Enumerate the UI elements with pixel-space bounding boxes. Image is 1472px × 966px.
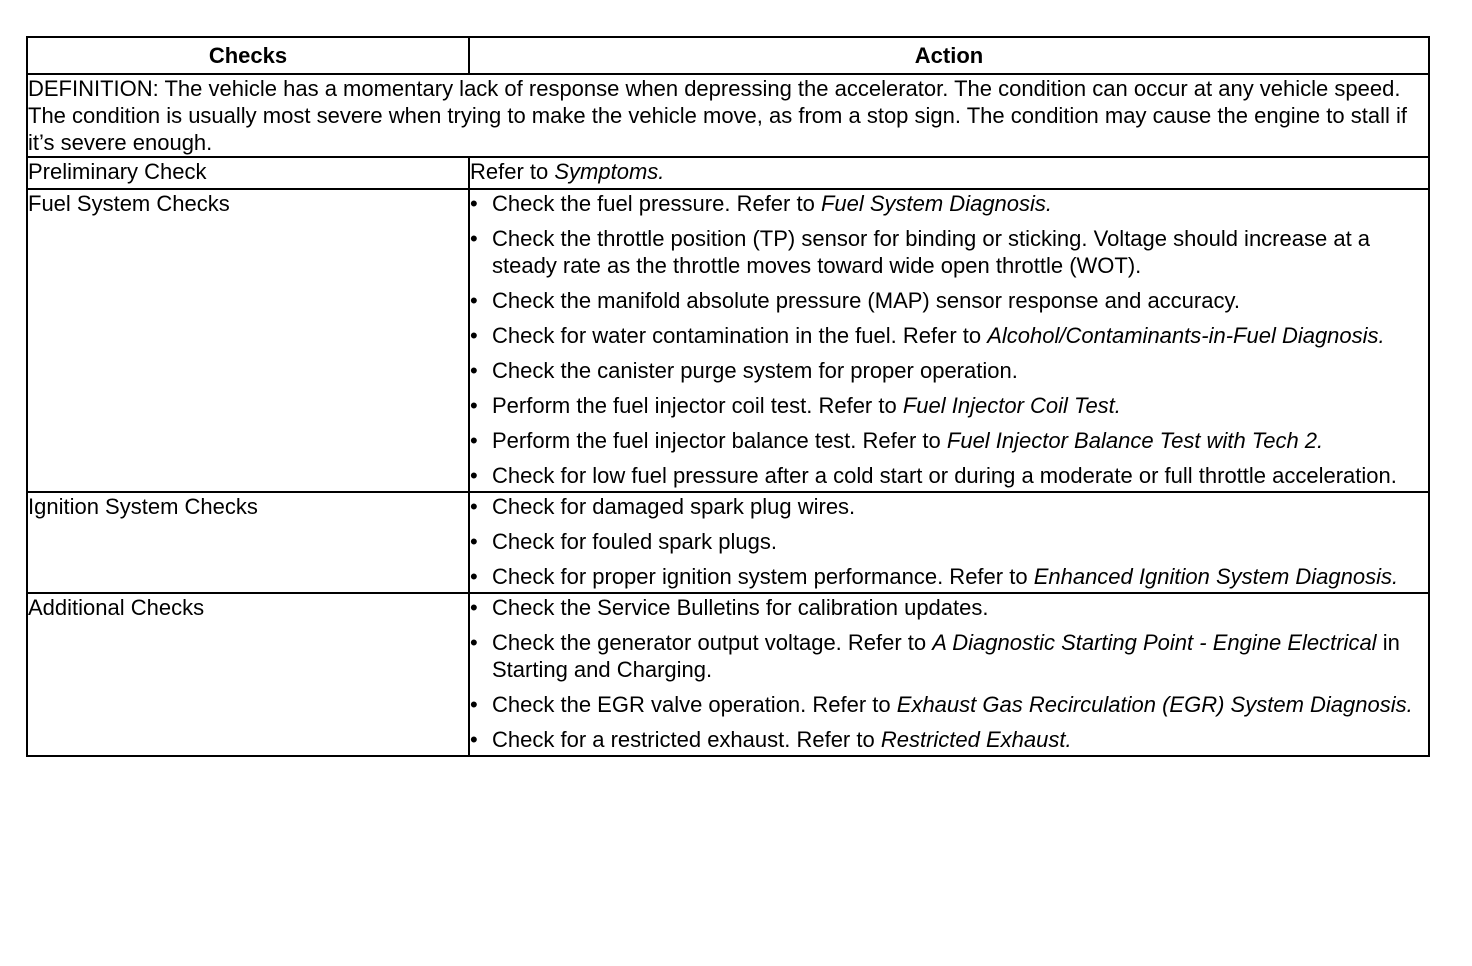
bullet-icon: • — [470, 288, 478, 313]
list-item — [470, 357, 1428, 384]
preliminary-check-label: Preliminary Check — [27, 157, 469, 189]
fuel-actions — [469, 189, 1429, 492]
item-text: Check the canister purge system for proper operation. — [492, 358, 1018, 383]
fuel-action-list — [470, 190, 1428, 489]
fuel-row — [27, 189, 1429, 492]
item-ref: Fuel System Diagnosis. — [820, 191, 1053, 216]
bullet-icon: • — [470, 191, 478, 216]
ignition-actions — [469, 492, 1429, 593]
list-item — [470, 392, 1428, 419]
preliminary-action-ref: Symptoms. — [554, 159, 665, 184]
bullet-icon: • — [470, 428, 478, 453]
header-row — [27, 37, 1429, 74]
item-text: Check the manifold absolute pressure (MAP) sensor response and accuracy. — [492, 288, 1240, 313]
item-text: Check for water contamination in the fuel. Refer to — [492, 323, 988, 348]
additional-action-list — [470, 594, 1428, 753]
header-checks: Checks — [27, 37, 469, 74]
list-item — [470, 691, 1428, 718]
list-item — [470, 322, 1428, 349]
ignition-check-label: Ignition System Checks — [27, 492, 469, 593]
item-text: Perform the fuel injector balance test. Refer to — [492, 428, 947, 453]
bullet-icon: • — [470, 463, 478, 488]
bullet-icon: • — [470, 529, 478, 554]
item-text: Check the EGR valve operation. Refer to — [492, 692, 897, 717]
list-item — [470, 427, 1428, 454]
item-text: Check for fouled spark plugs. — [492, 529, 777, 554]
bullet-icon: • — [470, 323, 478, 348]
list-item — [470, 462, 1428, 489]
additional-row — [27, 593, 1429, 756]
header-action: Action — [469, 37, 1429, 74]
list-item — [470, 528, 1428, 555]
list-item — [470, 594, 1428, 621]
list-item — [470, 190, 1428, 217]
diagnostic-sheet — [26, 36, 1428, 757]
preliminary-action-text: Refer to — [470, 159, 555, 184]
list-item — [470, 225, 1428, 279]
bullet-icon: • — [470, 358, 478, 383]
item-text: Check for proper ignition system performance. Refer to — [492, 564, 1034, 589]
item-text: Check the generator output voltage. Refer to — [492, 630, 933, 655]
additional-check-label: Additional Checks — [27, 593, 469, 756]
bullet-icon: • — [470, 494, 478, 519]
additional-actions — [469, 593, 1429, 756]
item-text: Check for low fuel pressure after a cold start or during a moderate or full throttle acceleration. — [492, 463, 1397, 488]
list-item — [470, 726, 1428, 753]
item-text: Check the Service Bulletins for calibration updates. — [492, 595, 989, 620]
bullet-icon: • — [470, 393, 478, 418]
item-text: Check for damaged spark plug wires. — [492, 494, 856, 519]
list-item — [470, 493, 1428, 520]
item-text: Check the throttle position (TP) sensor for binding or sticking. Voltage should increase at a steady rate as the throttle moves toward wide open throttle (WOT). — [492, 226, 1371, 278]
ignition-row — [27, 492, 1429, 593]
list-item — [470, 629, 1428, 683]
definition-row — [27, 74, 1429, 157]
item-ref: Restricted Exhaust. — [880, 727, 1072, 752]
preliminary-action — [469, 157, 1429, 189]
bullet-icon: • — [470, 692, 478, 717]
bullet-icon: • — [470, 564, 478, 589]
item-ref: Fuel Injector Balance Test with Tech 2. — [946, 428, 1324, 453]
item-ref: Exhaust Gas Recirculation (EGR) System Diagnosis. — [896, 692, 1413, 717]
bullet-icon: • — [470, 727, 478, 752]
item-ref: Alcohol/Contaminants-in-Fuel Diagnosis. — [987, 323, 1385, 348]
item-text: Check the fuel pressure. Refer to — [492, 191, 821, 216]
definition-text: DEFINITION: The vehicle has a momentary lack of response when depressing the accelerator. The condition can occur at any vehicle speed. The condition is usually most severe when trying to make the vehicle move, as from a stop sign. The condition may cause the engine to stall if it’s severe enough. — [27, 74, 1429, 157]
fuel-check-label: Fuel System Checks — [27, 189, 469, 492]
list-item — [470, 563, 1428, 590]
item-ref: Enhanced Ignition System Diagnosis. — [1033, 564, 1399, 589]
list-item — [470, 287, 1428, 314]
item-text: Check for a restricted exhaust. Refer to — [492, 727, 881, 752]
bullet-icon: • — [470, 226, 478, 251]
ignition-action-list — [470, 493, 1428, 590]
bullet-icon: • — [470, 595, 478, 620]
item-tail: in Starting and Charging. — [492, 630, 1400, 682]
preliminary-row — [27, 157, 1429, 189]
diagnostic-table — [26, 36, 1430, 757]
item-text: Perform the fuel injector coil test. Refer to — [492, 393, 903, 418]
item-ref: A Diagnostic Starting Point - Engine Electrical — [932, 630, 1377, 655]
bullet-icon: • — [470, 630, 478, 655]
item-ref: Fuel Injector Coil Test. — [902, 393, 1121, 418]
